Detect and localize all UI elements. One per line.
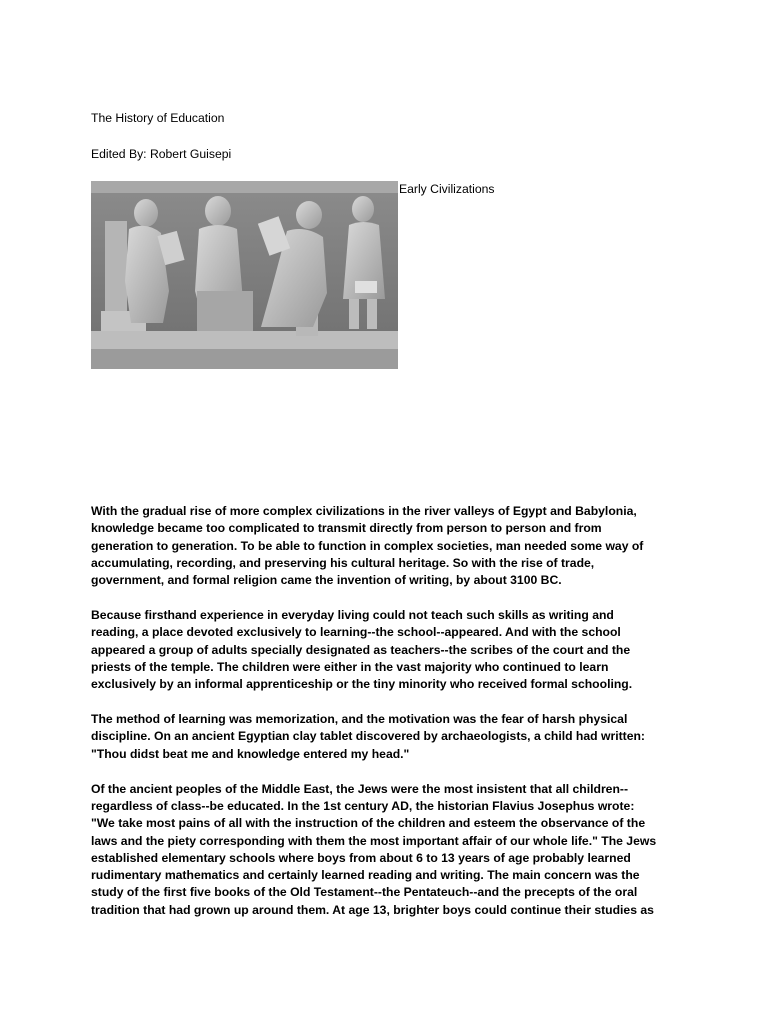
document-title: The History of Education: [91, 111, 225, 125]
paragraph: With the gradual rise of more complex civilizations in the river valleys of Egypt and Babylonia, knowledge became too complicated to transmit directly from person to person and from generation to generation. To be able to function in complex societies, man needed some way of accumulating, recording, and preserving his cultural heritage. So with the rise of trade, government, and formal religion came the invention of writing, by about 3100 BC.: [91, 504, 644, 588]
relief-sculpture-image: [91, 181, 398, 369]
section-heading: Early Civilizations: [399, 182, 495, 196]
body-text: [91, 503, 691, 937]
editor-line: Edited By: Robert Guisepi: [91, 147, 232, 161]
paragraph: Of the ancient peoples of the Middle East, the Jews were the most insistent that all children-- regardless of class--be educated. In the 1st century AD, the historian Flavius Josephus wrote: "We take most pains of all with the instruction of the children and esteem the observance of the laws and the piety corresponding with them the most important affair of our whole life." The Jews established elementary schools where boys from about 6 to 13 years of age probably learned rudimentary mathematics and certainly learned reading and writing. The main concern was the study of the first five books of the Old Testament--the Pentateuch--and the precepts of the oral tradition that had grown up around them. At age 13, brighter boys could continue their studies as: [91, 781, 657, 917]
paragraph: Because firsthand experience in everyday living could not teach such skills as writing and reading, a place devoted exclusively to learning--the school--appeared. And with the school appeared a group of adults specially designated as teachers--the scribes of the court and the priests of the temple. The children were either in the vast majority who continued to learn exclusively by an informal apprenticeship or the tiny minority who received formal schooling.: [91, 608, 633, 692]
paragraph: The method of learning was memorization, and the motivation was the fear of harsh physical discipline. On an ancient Egyptian clay tablet discovered by archaeologists, a child had written: "Thou didst beat me and knowledge entered my head.": [91, 712, 645, 761]
